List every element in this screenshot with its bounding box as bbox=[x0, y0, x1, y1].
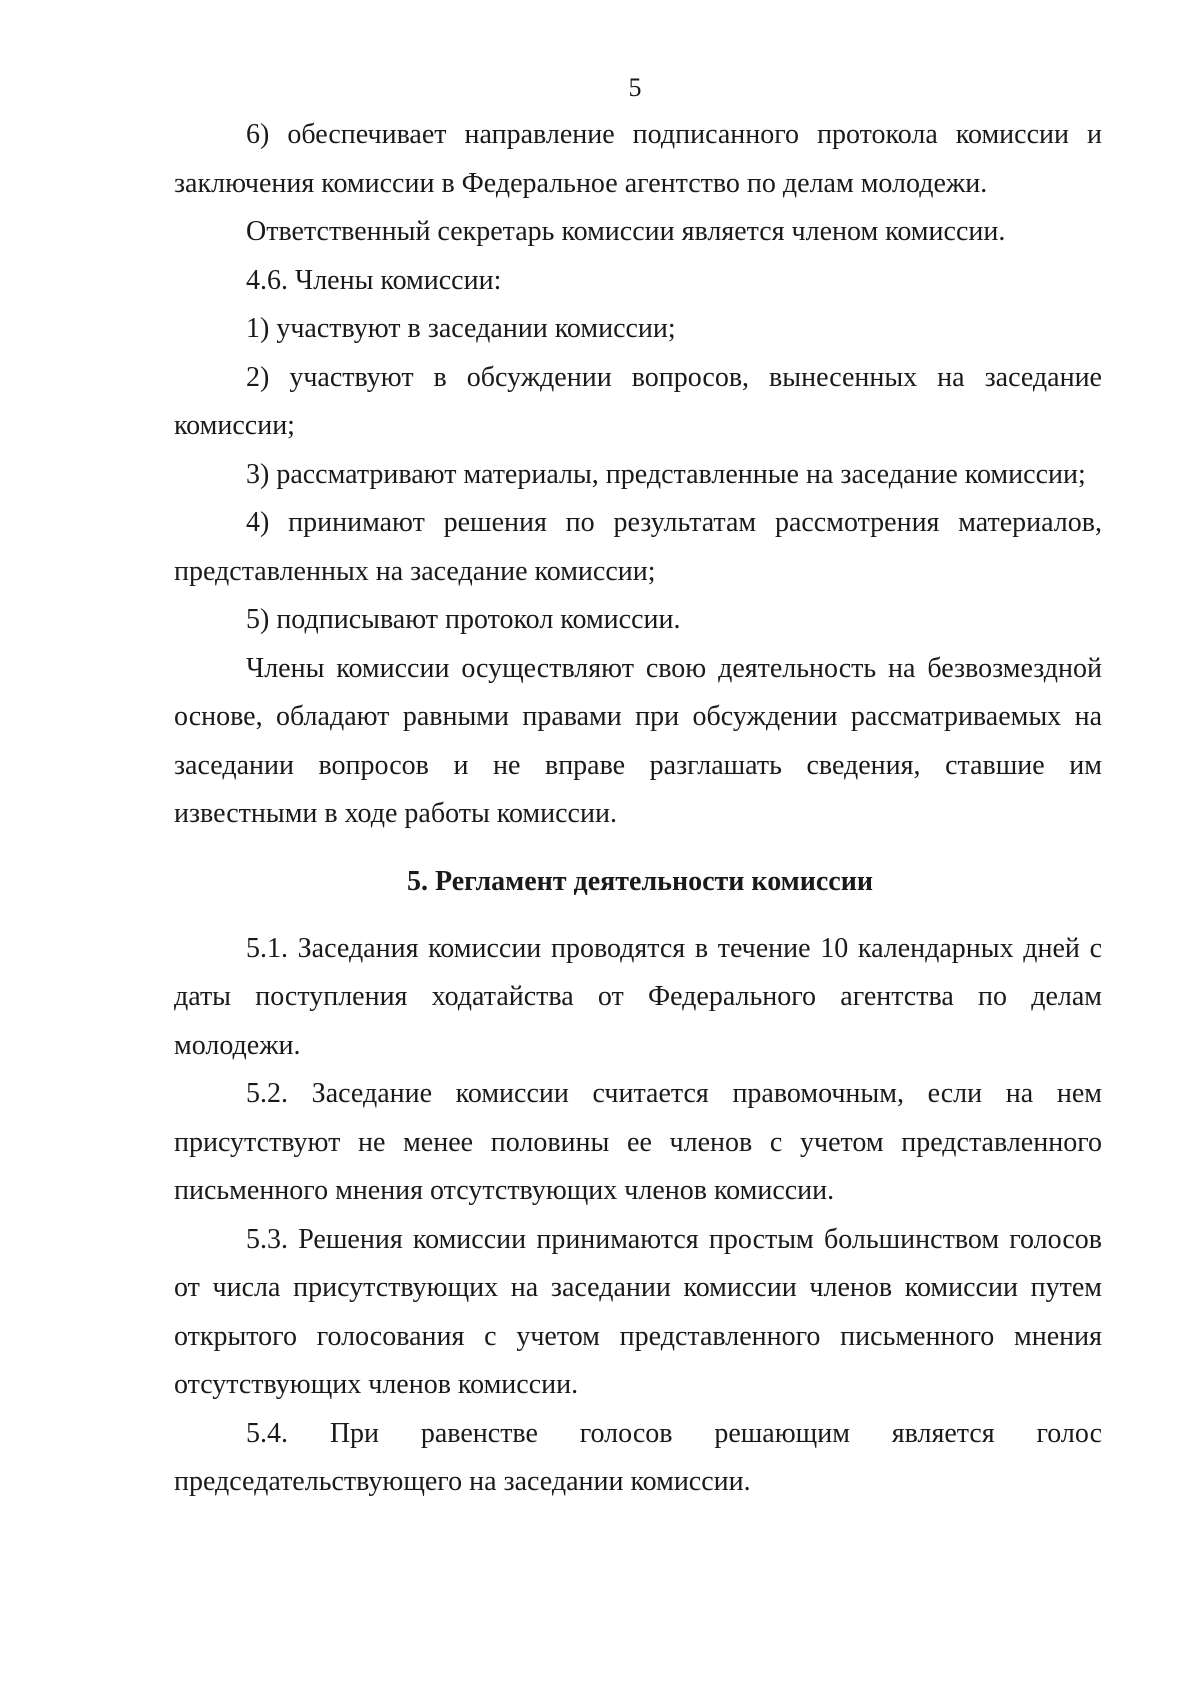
paragraph-member-duty-1: 1) участвуют в заседании комиссии; bbox=[246, 313, 676, 344]
paragraph-secretary-member: Ответственный секретарь комиссии является членом комиссии. bbox=[246, 216, 1006, 247]
paragraph-5-2: 5.2. Заседание комиссии считается правомочным, если на нем присутствуют не менее половины ее членов с учетом представленного письменного мнения отсутствующих членов комиссии. bbox=[174, 1078, 1102, 1206]
paragraph-member-duty-5: 5) подписывают протокол комиссии. bbox=[246, 604, 681, 635]
paragraph-item-6-sending: 6) обеспечивает направление подписанного протокола комиссии и заключения комиссии в Федеральное агентство по делам молодежи. bbox=[174, 119, 1102, 199]
paragraph-5-3: 5.3. Решения комиссии принимаются простым большинством голосов от числа присутствующих на заседании комиссии членов комиссии путем открытого голосования с учетом представленного письменного мнения отсутствующих членов комиссии. bbox=[174, 1223, 1102, 1400]
document-body bbox=[174, 111, 1102, 1507]
section-heading: 5. Регламент деятельности комиссии bbox=[407, 865, 873, 897]
paragraph-5-1: 5.1. Заседания комиссии проводятся в течение 10 календарных дней с даты поступления ходатайства от Федерального агентства по делам молодежи. bbox=[174, 932, 1102, 1061]
paragraph-member-duty-2: 2) участвуют в обсуждении вопросов, вынесенных на заседание комиссии; bbox=[174, 361, 1102, 441]
paragraph-4-6-members: 4.6. Члены комиссии: bbox=[246, 264, 502, 296]
paragraph-member-duty-3: 3) рассматривают материалы, представленные на заседание комиссии; bbox=[246, 458, 1086, 490]
paragraph-members-gratuitous: Члены комиссии осуществляют свою деятельность на безвозмездной основе, обладают равными правами при обсуждении рассматриваемых на заседании вопросов и не вправе разглашать сведения, ставшие им известными в ходе работы комиссии. bbox=[174, 652, 1102, 829]
page-number: 5 bbox=[628, 73, 642, 102]
paragraph-member-duty-4: 4) принимают решения по результатам рассмотрения материалов, представленных на заседание комиссии; bbox=[174, 507, 1102, 587]
paragraph-5-4: 5.4. При равенстве голосов решающим является голос председательствующего на заседании комиссии. bbox=[174, 1417, 1102, 1497]
